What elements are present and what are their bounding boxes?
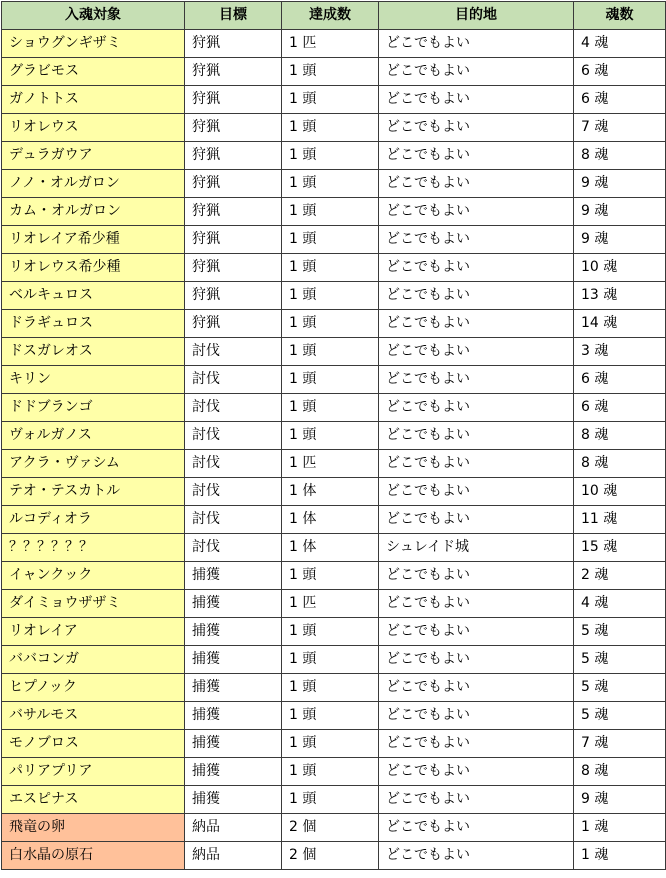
cell-souls: 9 魂 [574, 198, 666, 226]
cell-location: どこでもよい [379, 30, 574, 58]
table-row [2, 254, 666, 282]
cell-objective: 捕獲 [185, 590, 282, 618]
cell-souls: 1 魂 [574, 842, 666, 870]
table-row [2, 534, 666, 562]
table-row [2, 282, 666, 310]
cell-count: 2 個 [282, 814, 379, 842]
cell-objective: 捕獲 [185, 758, 282, 786]
cell-souls: 8 魂 [574, 450, 666, 478]
cell-objective: 狩猟 [185, 114, 282, 142]
cell-location: どこでもよい [379, 198, 574, 226]
cell-target: キリン [2, 366, 185, 394]
cell-count: 1 頭 [282, 58, 379, 86]
cell-objective: 討伐 [185, 506, 282, 534]
cell-location: どこでもよい [379, 618, 574, 646]
cell-objective: 捕獲 [185, 674, 282, 702]
cell-location: どこでもよい [379, 758, 574, 786]
cell-location: どこでもよい [379, 86, 574, 114]
cell-objective: 狩猟 [185, 142, 282, 170]
cell-count: 1 匹 [282, 450, 379, 478]
table-row [2, 366, 666, 394]
table-row [2, 590, 666, 618]
table-row [2, 730, 666, 758]
cell-souls: 13 魂 [574, 282, 666, 310]
cell-target: 白水晶の原石 [2, 842, 185, 870]
cell-objective: 捕獲 [185, 562, 282, 590]
cell-objective: 捕獲 [185, 786, 282, 814]
table-row [2, 478, 666, 506]
table-row [2, 702, 666, 730]
cell-souls: 6 魂 [574, 86, 666, 114]
header-objective: 目標 [185, 2, 282, 30]
cell-objective: 狩猟 [185, 310, 282, 338]
cell-souls: 5 魂 [574, 702, 666, 730]
cell-count: 1 頭 [282, 394, 379, 422]
cell-location: どこでもよい [379, 170, 574, 198]
cell-count: 1 頭 [282, 786, 379, 814]
cell-target: ルコディオラ [2, 506, 185, 534]
cell-count: 1 匹 [282, 30, 379, 58]
cell-objective: 討伐 [185, 450, 282, 478]
cell-souls: 8 魂 [574, 422, 666, 450]
cell-souls: 3 魂 [574, 338, 666, 366]
cell-location: どこでもよい [379, 254, 574, 282]
cell-objective: 狩猟 [185, 58, 282, 86]
cell-target: ノノ・オルガロン [2, 170, 185, 198]
cell-location: どこでもよい [379, 422, 574, 450]
cell-souls: 4 魂 [574, 30, 666, 58]
soul-targets-table [1, 1, 666, 870]
cell-souls: 1 魂 [574, 814, 666, 842]
cell-count: 1 匹 [282, 590, 379, 618]
cell-location: どこでもよい [379, 842, 574, 870]
cell-count: 1 頭 [282, 226, 379, 254]
cell-target: モノブロス [2, 730, 185, 758]
cell-objective: 捕獲 [185, 646, 282, 674]
header-row [2, 2, 666, 30]
cell-target: ガノトトス [2, 86, 185, 114]
cell-objective: 討伐 [185, 366, 282, 394]
cell-target: ダイミョウザザミ [2, 590, 185, 618]
cell-target: エスピナス [2, 786, 185, 814]
cell-souls: 5 魂 [574, 618, 666, 646]
cell-location: どこでもよい [379, 702, 574, 730]
cell-count: 1 頭 [282, 142, 379, 170]
cell-count: 1 頭 [282, 338, 379, 366]
cell-location: どこでもよい [379, 310, 574, 338]
cell-location: どこでもよい [379, 366, 574, 394]
cell-souls: 9 魂 [574, 786, 666, 814]
cell-souls: 10 魂 [574, 254, 666, 282]
cell-location: どこでもよい [379, 562, 574, 590]
cell-objective: 納品 [185, 842, 282, 870]
cell-location: どこでもよい [379, 450, 574, 478]
cell-target: ベルキュロス [2, 282, 185, 310]
cell-location: どこでもよい [379, 506, 574, 534]
cell-objective: 狩猟 [185, 226, 282, 254]
table-row [2, 310, 666, 338]
cell-target: デュラガウア [2, 142, 185, 170]
table-row [2, 394, 666, 422]
table-row [2, 86, 666, 114]
cell-count: 1 頭 [282, 366, 379, 394]
table-row [2, 58, 666, 86]
cell-target: イャンクック [2, 562, 185, 590]
cell-target: テオ・テスカトル [2, 478, 185, 506]
cell-location: どこでもよい [379, 674, 574, 702]
cell-objective: 納品 [185, 814, 282, 842]
cell-target: 飛竜の卵 [2, 814, 185, 842]
table-row [2, 30, 666, 58]
table-row [2, 646, 666, 674]
cell-count: 1 頭 [282, 114, 379, 142]
cell-objective: 討伐 [185, 394, 282, 422]
cell-location: どこでもよい [379, 142, 574, 170]
cell-objective: 狩猟 [185, 86, 282, 114]
cell-target: ババコンガ [2, 646, 185, 674]
cell-souls: 6 魂 [574, 58, 666, 86]
table-row [2, 338, 666, 366]
table-row [2, 226, 666, 254]
table-row [2, 114, 666, 142]
cell-souls: 2 魂 [574, 562, 666, 590]
cell-location: どこでもよい [379, 590, 574, 618]
cell-souls: 11 魂 [574, 506, 666, 534]
table-header [2, 2, 666, 30]
cell-objective: 狩猟 [185, 198, 282, 226]
cell-location: どこでもよい [379, 394, 574, 422]
cell-target: バサルモス [2, 702, 185, 730]
cell-objective: 捕獲 [185, 730, 282, 758]
cell-souls: 8 魂 [574, 758, 666, 786]
cell-objective: 討伐 [185, 338, 282, 366]
cell-location: どこでもよい [379, 338, 574, 366]
cell-souls: 4 魂 [574, 590, 666, 618]
cell-souls: 6 魂 [574, 394, 666, 422]
cell-target: ヴォルガノス [2, 422, 185, 450]
header-count: 達成数 [282, 2, 379, 30]
cell-objective: 捕獲 [185, 618, 282, 646]
cell-target: リオレウス希少種 [2, 254, 185, 282]
cell-count: 1 体 [282, 478, 379, 506]
table-row [2, 450, 666, 478]
cell-target: ドスガレオス [2, 338, 185, 366]
cell-objective: 狩猟 [185, 170, 282, 198]
cell-count: 1 頭 [282, 646, 379, 674]
cell-location: シュレイド城 [379, 534, 574, 562]
cell-souls: 7 魂 [574, 730, 666, 758]
cell-target: パリアプリア [2, 758, 185, 786]
cell-target: ドドブランゴ [2, 394, 185, 422]
cell-objective: 捕獲 [185, 702, 282, 730]
cell-objective: 討伐 [185, 478, 282, 506]
table-row [2, 506, 666, 534]
cell-count: 1 頭 [282, 170, 379, 198]
cell-souls: 15 魂 [574, 534, 666, 562]
cell-count: 1 体 [282, 506, 379, 534]
cell-count: 1 頭 [282, 730, 379, 758]
table-body [2, 30, 666, 870]
cell-count: 1 頭 [282, 758, 379, 786]
cell-target: リオレイア希少種 [2, 226, 185, 254]
cell-count: 1 頭 [282, 86, 379, 114]
cell-target: ヒプノック [2, 674, 185, 702]
cell-target: リオレウス [2, 114, 185, 142]
table-row [2, 142, 666, 170]
cell-location: どこでもよい [379, 114, 574, 142]
cell-souls: 9 魂 [574, 226, 666, 254]
cell-souls: 10 魂 [574, 478, 666, 506]
table-row [2, 618, 666, 646]
table-row [2, 170, 666, 198]
cell-target: リオレイア [2, 618, 185, 646]
cell-count: 1 頭 [282, 674, 379, 702]
cell-objective: 狩猟 [185, 254, 282, 282]
cell-location: どこでもよい [379, 786, 574, 814]
cell-souls: 8 魂 [574, 142, 666, 170]
cell-souls: 14 魂 [574, 310, 666, 338]
cell-target: ？？？？？？ [2, 534, 185, 562]
cell-target: ショウグンギザミ [2, 30, 185, 58]
cell-count: 2 個 [282, 842, 379, 870]
cell-objective: 狩猟 [185, 282, 282, 310]
cell-location: どこでもよい [379, 282, 574, 310]
cell-location: どこでもよい [379, 646, 574, 674]
table-row [2, 814, 666, 842]
cell-objective: 狩猟 [185, 30, 282, 58]
cell-count: 1 頭 [282, 198, 379, 226]
cell-souls: 9 魂 [574, 170, 666, 198]
cell-count: 1 頭 [282, 702, 379, 730]
cell-location: どこでもよい [379, 730, 574, 758]
table-row [2, 198, 666, 226]
cell-location: どこでもよい [379, 226, 574, 254]
table-row [2, 562, 666, 590]
cell-target: アクラ・ヴァシム [2, 450, 185, 478]
cell-location: どこでもよい [379, 478, 574, 506]
cell-count: 1 頭 [282, 422, 379, 450]
table-row [2, 422, 666, 450]
cell-count: 1 頭 [282, 618, 379, 646]
cell-objective: 討伐 [185, 534, 282, 562]
header-location: 目的地 [379, 2, 574, 30]
table-row [2, 786, 666, 814]
cell-count: 1 頭 [282, 282, 379, 310]
cell-souls: 7 魂 [574, 114, 666, 142]
table-row [2, 842, 666, 870]
cell-count: 1 頭 [282, 310, 379, 338]
cell-count: 1 頭 [282, 562, 379, 590]
cell-target: カム・オルガロン [2, 198, 185, 226]
cell-location: どこでもよい [379, 58, 574, 86]
cell-location: どこでもよい [379, 814, 574, 842]
cell-souls: 5 魂 [574, 646, 666, 674]
cell-target: ドラギュロス [2, 310, 185, 338]
table-row [2, 674, 666, 702]
table-row [2, 758, 666, 786]
cell-count: 1 頭 [282, 254, 379, 282]
cell-souls: 5 魂 [574, 674, 666, 702]
cell-souls: 6 魂 [574, 366, 666, 394]
header-target: 入魂対象 [2, 2, 185, 30]
cell-count: 1 体 [282, 534, 379, 562]
cell-target: グラビモス [2, 58, 185, 86]
cell-objective: 討伐 [185, 422, 282, 450]
header-souls: 魂数 [574, 2, 666, 30]
